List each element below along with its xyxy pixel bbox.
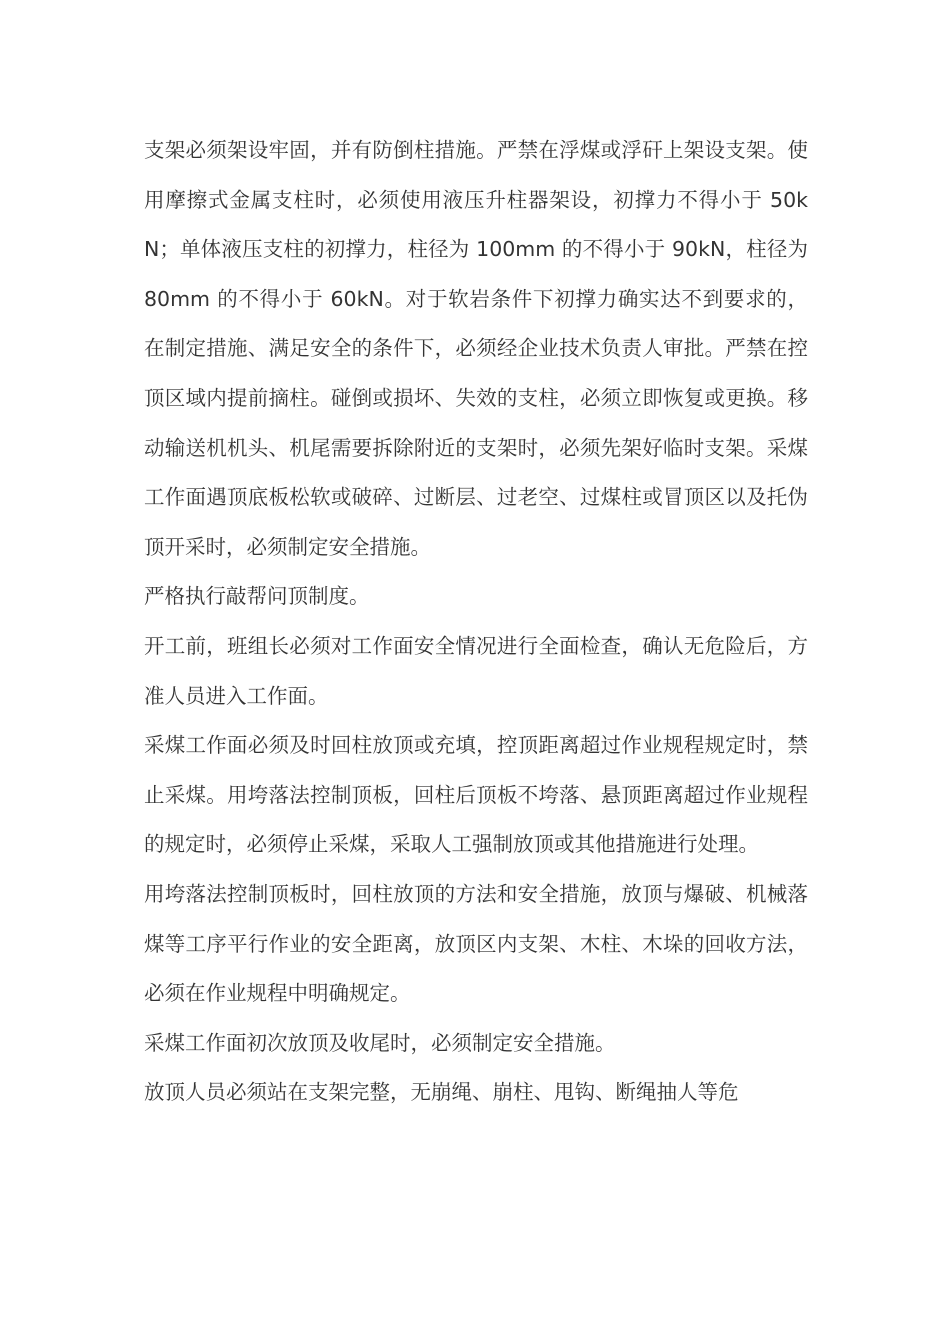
document-body (144, 126, 808, 1118)
paragraph-support-erection: 支架必须架设牢固，并有防倒柱措施。严禁在浮煤或浮矸上架设支架。使用摩擦式金属支柱时，必须使用液压升柱器架设，初撑力不得小于 50kN；单体液压支柱的初撑力，柱径为 100mm 的不得小于 90kN，柱径为 80mm 的不得小于 60kN。对于软岩条件下初撑力确实达不到要求的，在制定措施、满足安全的条件下，必须经企业技术负责人审批。严禁在控顶区域内提前摘柱。碰倒或损坏、失效的支柱，必须立即恢复或更换。移动输送机机头、机尾需要拆除附近的支架时，必须先架好临时支架。采煤工作面遇顶底板松软或破碎、过断层、过老空、过煤柱或冒顶区以及托伪顶开采时，必须制定安全措施。 (144, 138, 808, 559)
paragraph-initial-caving: 采煤工作面初次放顶及收尾时，必须制定安全措施。 (144, 1030, 616, 1055)
paragraph-pre-shift-check: 开工前，班组长必须对工作面安全情况进行全面检查，确认无危险后，方准人员进入工作面。 (144, 633, 808, 708)
paragraph-caving-method: 用垮落法控制顶板时，回柱放顶的方法和安全措施，放顶与爆破、机械落煤等工序平行作业的安全距离，放顶区内支架、木柱、木垛的回收方法，必须在作业规程中明确规定。 (144, 881, 808, 1006)
paragraph-roof-caving: 采煤工作面必须及时回柱放顶或充填，控顶距离超过作业规程规定时，禁止采煤。用垮落法控制顶板，回柱后顶板不垮落、悬顶距离超过作业规程的规定时，必须停止采煤，采取人工强制放顶或其他措施进行处理。 (144, 733, 808, 857)
paragraph-caving-personnel: 放顶人员必须站在支架完整，无崩绳、崩柱、甩钩、断绳抽人等危 (144, 1080, 739, 1105)
paragraph-knock-roof: 严格执行敲帮问顶制度。 (144, 584, 370, 609)
